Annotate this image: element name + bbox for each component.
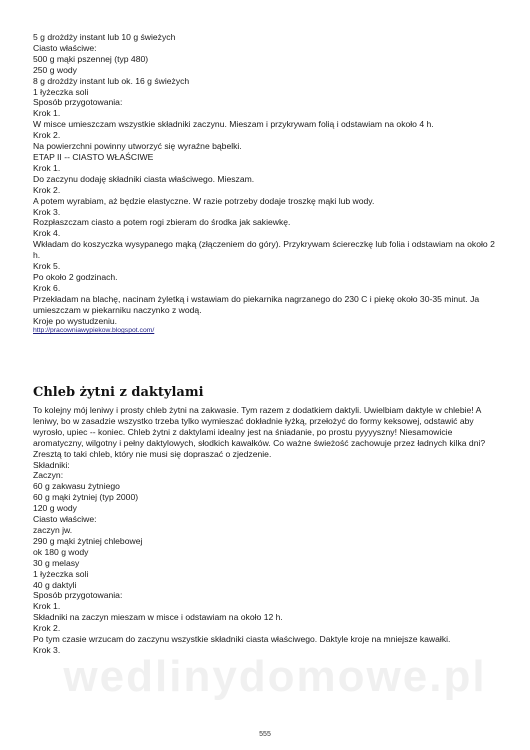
text-line: 1 łyżeczka soli [33,568,89,579]
closing-line: Kroje po wystudzeniu. [33,315,118,326]
text-line: 5 g drożdży instant lub 10 g świeżych [33,32,176,42]
text-line: Krok 6. [33,282,61,293]
recipe-lines-a [33,32,503,239]
text-line: 290 g mąki żytniej chlebowej [33,535,143,546]
text-line: A potem wyrabiam, aż będzie elastyczne. W razie potrzeby dodaje troszkę mąki lub wody. [33,195,375,206]
recipe-intro: To kolejny mój leniwy i prosty chleb żytni na zakwasie. Tym razem z dodatkiem daktyli. Uwielbiam daktyle w chlebie! A leniwy, bo w zasadzie wszystko trzeba tylko wymieszać dokładnie łyżką, przełożyć do formy keksowej, odstawić aby wyrosło, upiec -- koniec. Chleb żytni z daktylami idealny jest na śniadanie, po prostu pyyyyszny! Niesamowicie aromatyczny, wilgotny i pełny daktylowych, słodkich kawałków. Co ważne świeżość zachowuje przez ładnych kilka dni? Zresztą to taki chleb, który nie musi się dopraszać o zjedzenie. [33,405,486,459]
step-4-text: Wkładam do koszyczka wysypanego mąką (złączeniem do góry). Przykrywam ściereczkę lub folia i odstawiam na około 2 h. [33,239,495,261]
text-line: Krok 2. [33,184,61,195]
text-line: Sposób przygotowania: [33,590,123,601]
recipe-title: Chleb żytni z daktylami [33,385,204,400]
text-line: Krok 2. [33,623,61,634]
text-line: Sposób przygotowania: [33,97,123,108]
watermark: wedlinydomowe.pl [63,652,487,701]
text-line: Ciasto właściwe: [33,514,97,525]
text-line: Zaczyn: [33,470,64,481]
text-line: Ciasto właściwe: [33,42,97,53]
text-line: 1 łyżeczka soli [33,86,89,97]
text-line: Na powierzchni powinny utworzyć się wyraźne bąbelki. [33,141,242,152]
text-line: Krok 4. [33,228,61,239]
text-line: Krok 5. [33,261,61,272]
step-6-text: Przekładam na blachę, nacinam żyletką i wstawiam do piekarnika nagrzanego do 230 C i piekę około 30-35 minut. Ja umieszczam w piekarniku naczynko z wodą. [33,293,480,315]
text-line: Krok 1. [33,601,61,612]
text-line: Do zaczynu dodaję składniki ciasta właściwego. Mieszam. [33,173,255,184]
text-line: ok 180 g wody [33,546,89,557]
text-line: Składniki na zaczyn mieszam w misce i odstawiam na około 12 h. [33,612,283,623]
recipe-body [33,405,503,656]
page-number: 555 [259,731,271,738]
text-line: Krok 2. [33,130,61,141]
text-line: 8 g drożdży instant lub ok. 16 g świeżych [33,75,190,86]
text-line: 500 g mąki pszennej (typ 480) [33,53,149,64]
text-line: Krok 3. [33,644,61,655]
text-line: Krok 1. [33,108,61,119]
text-line: 250 g wody [33,64,77,75]
text-line: W misce umieszczam wszystkie składniki zaczynu. Mieszam i przykrywam folią i odstawiam na około 4 h. [33,119,434,130]
text-line: Po około 2 godzinach. [33,271,118,282]
text-line: 60 g zakwasu żytniego [33,481,120,492]
text-line: zaczyn jw. [33,524,73,535]
text-line: 120 g wody [33,503,77,514]
text-line: Krok 1. [33,162,61,173]
recipe-continuation [33,32,503,336]
text-line: Rozpłaszczam ciasto a potem rogi zbieram do środka jak sakiewkę. [33,217,291,228]
text-line: 60 g mąki żytniej (typ 2000) [33,492,139,503]
text-line: Krok 3. [33,206,61,217]
text-line: ETAP II -- CIASTO WŁAŚCIWE [33,151,154,162]
source-link[interactable]: http://pracowniawypiekow.blogspot.com/ [33,327,155,335]
text-line: 40 g daktyli [33,579,77,590]
text-line: Po tym czasie wrzucam do zaczynu wszystkie składniki ciasta właściwego. Daktyle kroje na mniejsze kawałki. [33,634,451,645]
text-line: Składniki: [33,459,70,470]
recipe-lines-b [33,261,503,294]
text-line: 30 g melasy [33,557,80,568]
recipe-lines [33,460,503,656]
